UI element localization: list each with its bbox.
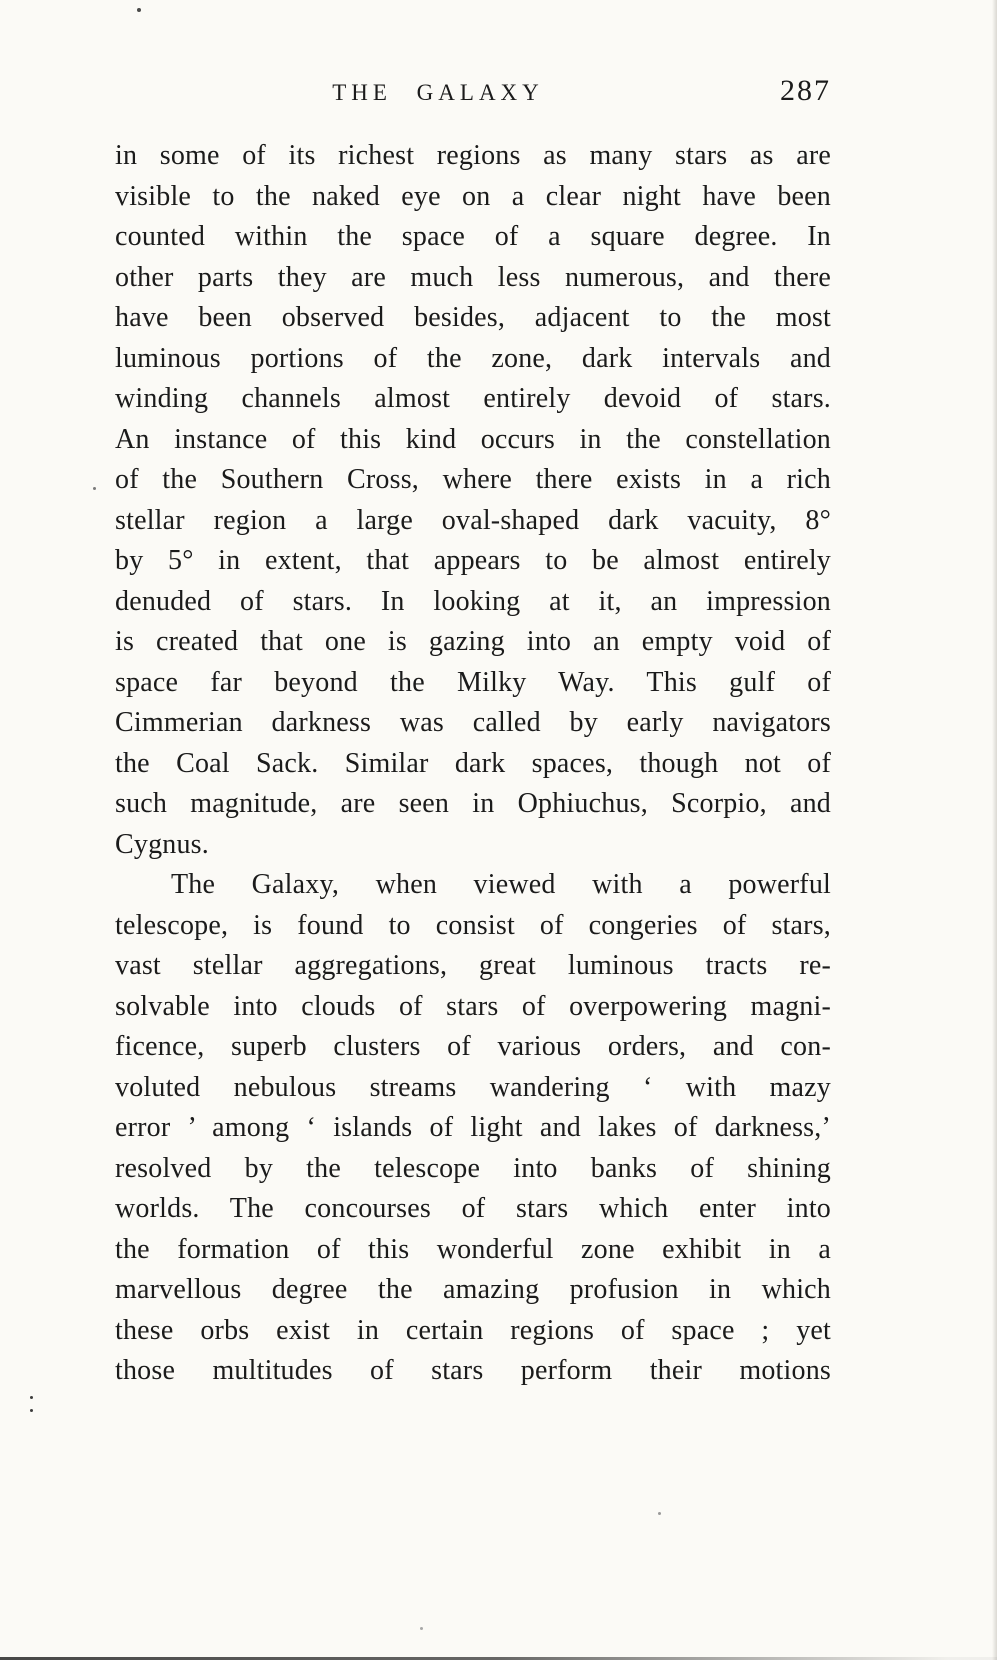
running-head-title: THE GALAXY [332, 80, 544, 105]
page-number: 287 [780, 74, 831, 107]
text-line: luminous portions of the zone, dark intervals and [115, 342, 831, 374]
text-line: worlds. The concourses of stars which enter into [115, 1193, 831, 1224]
text-line: resolved by the telescope into banks of shining [115, 1152, 831, 1184]
text-line: is created that one is gazing into an empty void of [115, 626, 831, 657]
text-line: winding channels almost entirely devoid of stars. [115, 383, 831, 414]
text-line: vast stellar aggregations, great luminous tracts re- [115, 950, 831, 981]
scan-speck [420, 1627, 423, 1630]
text-line: other parts they are much less numerous, and there [115, 261, 831, 293]
text-line: Cygnus. [115, 828, 209, 860]
text-line: voluted nebulous streams wandering ‘ with mazy [115, 1071, 831, 1103]
text-line: the formation of this wonderful zone exhibit in a [115, 1233, 831, 1265]
text-line: counted within the space of a square degree. In [115, 221, 831, 252]
text-line: ficence, superb clusters of various orders, and con- [115, 1031, 831, 1062]
text-line: visible to the naked eye on a clear night have been [115, 180, 831, 212]
text-line: of the Southern Cross, where there exists in a rich [115, 464, 831, 495]
text-line: those multitudes of stars perform their motions [115, 1355, 831, 1386]
text-line: have been observed besides, adjacent to the most [115, 302, 831, 333]
page-edge-shadow-right [992, 0, 997, 1660]
scan-speck [30, 1409, 33, 1412]
text-line: Cimmerian darkness was called by early navigators [115, 707, 831, 738]
text-line: denuded of stars. In looking at it, an impression [115, 585, 831, 617]
text-line: error ’ among ‘ islands of light and lakes of darkness,’ [115, 1112, 831, 1143]
text-line: space far beyond the Milky Way. This gulf of [115, 666, 831, 698]
page-paragraphs [115, 136, 831, 1392]
scan-speck [137, 8, 141, 12]
scan-speck [658, 1512, 661, 1515]
text-line: The Galaxy, when viewed with a powerful [171, 869, 831, 900]
scan-speck [30, 1396, 33, 1399]
text-line: the Coal Sack. Similar dark spaces, though not of [115, 747, 831, 779]
scan-speck [93, 487, 96, 490]
text-line: marvellous degree the amazing profusion in which [115, 1274, 831, 1305]
text-block [115, 136, 831, 1392]
text-line: An instance of this kind occurs in the constellation [115, 423, 831, 455]
text-line: telescope, is found to consist of congeries of stars, [115, 909, 831, 941]
text-line: stellar region a large oval-shaped dark vacuity, 8° [115, 504, 831, 536]
text-line: solvable into clouds of stars of overpowering magni- [115, 990, 831, 1022]
text-line: such magnitude, are seen in Ophiuchus, Scorpio, and [115, 788, 831, 819]
page-header [115, 74, 831, 120]
text-line: in some of its richest regions as many stars as are [115, 140, 831, 171]
text-line: these orbs exist in certain regions of space ; yet [115, 1314, 831, 1346]
text-line: by 5° in extent, that appears to be almost entirely [115, 545, 831, 576]
